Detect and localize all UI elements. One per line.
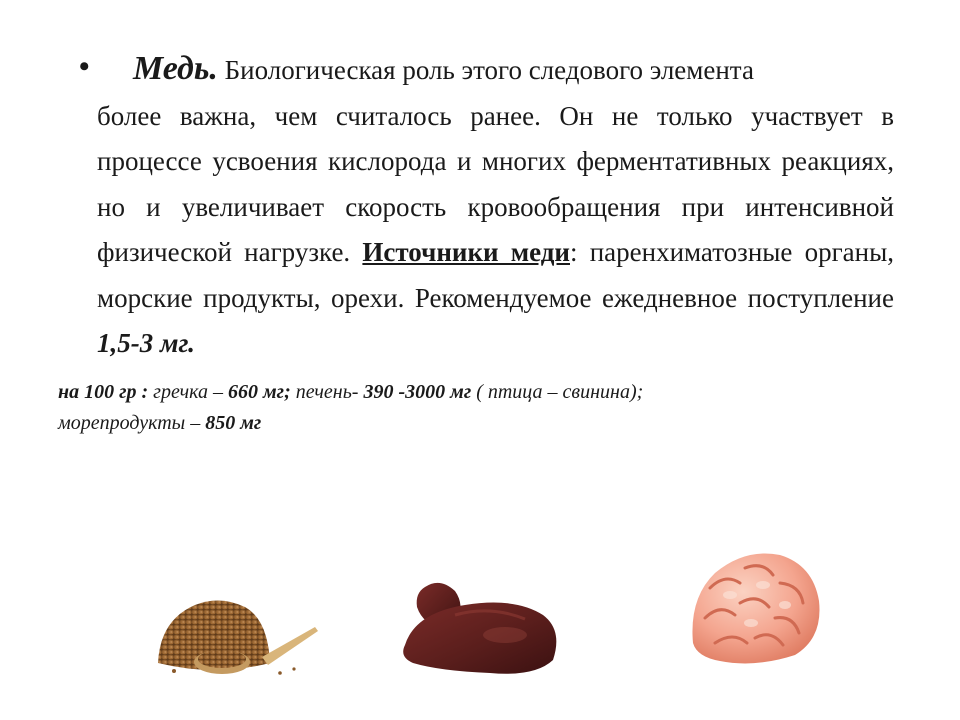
note-liver: печень- bbox=[295, 381, 359, 403]
sources-text: : паренхиматозные органы, морские продукты, орехи. Рекомендуемое ежедневное поступление bbox=[97, 237, 894, 313]
first-line bbox=[97, 46, 894, 94]
note-prefix: на 100 гр : bbox=[58, 381, 149, 403]
copper-term: Медь. bbox=[133, 50, 218, 87]
first-line-text: Биологическая роль этого следового элемента bbox=[224, 55, 754, 85]
buckwheat-image bbox=[150, 585, 320, 680]
content-note bbox=[58, 377, 878, 439]
daily-dose: 1,5-3 мг. bbox=[97, 328, 195, 358]
note-buckwheat-value: 660 мг; bbox=[227, 381, 291, 403]
note-buckwheat: гречка – bbox=[153, 381, 223, 403]
shrimp-image bbox=[685, 543, 825, 668]
note-seafood: морепродукты – bbox=[58, 412, 201, 434]
liver-image bbox=[395, 575, 565, 680]
note-liver-value: 390 -3000 мг bbox=[363, 381, 472, 403]
sources-label: Источники меди bbox=[362, 237, 570, 267]
copper-paragraph bbox=[79, 46, 894, 367]
bullet-icon: • bbox=[79, 50, 90, 83]
body-text: более важна, чем считалось ранее. Он не только участвует в процессе усвоения кислорода и многих ферментативных реакциях, но и увеличивает скорость кровообращения при интенсивной физической нагрузке. bbox=[97, 100, 894, 267]
note-liver-detail: ( птица – свинина); bbox=[476, 381, 644, 403]
note-seafood-value: 850 мг bbox=[205, 412, 262, 434]
